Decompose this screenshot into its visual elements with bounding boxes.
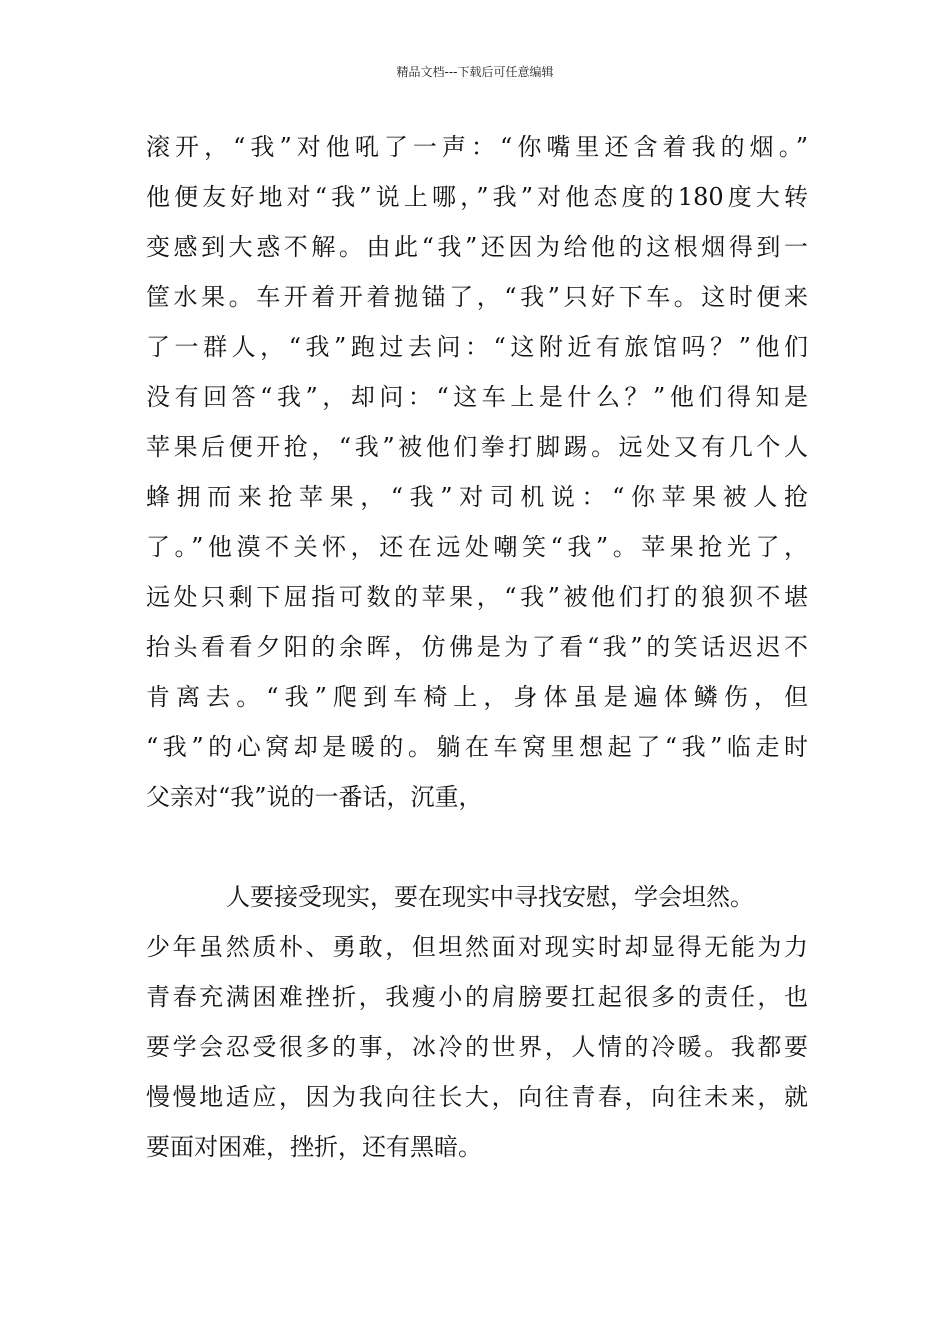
text-line: 了。”他漠不关怀，还在远处嘲笑“我”。苹果抢光了， bbox=[146, 533, 808, 561]
text-line: 筐水果。车开着开着抛锚了，“我”只好下车。这时便来 bbox=[146, 283, 808, 311]
text-line: 苹果后便开抢，“我”被他们拳打脚踢。远处又有几个人 bbox=[146, 433, 808, 461]
text-line: 变感到大惑不解。由此“我”还因为给他的这根烟得到一 bbox=[146, 233, 808, 261]
text-line: 青春充满困难挫折，我瘦小的肩膀要扛起很多的责任，也 bbox=[146, 983, 808, 1011]
page-header: 精品文档---下载后可任意编辑 bbox=[396, 65, 554, 79]
text-line: 少年虽然质朴、勇敢，但坦然面对现实时却显得无能为力 bbox=[146, 933, 808, 961]
text-line: 他便友好地对“我”说上哪，”我”对他态度的180度大转 bbox=[146, 183, 808, 211]
paragraph-1 bbox=[146, 122, 808, 822]
text-line: 了一群人，“我”跑过去问：“这附近有旅馆吗？”他们 bbox=[146, 333, 808, 361]
text-line: 抬头看看夕阳的余晖，仿佛是为了看“我”的笑话迟迟不 bbox=[146, 633, 808, 661]
text-line: 没有回答“我”，却问：“这车上是什么？”他们得知是 bbox=[146, 383, 808, 411]
text-line: 父亲对“我”说的一番话，沉重， bbox=[146, 783, 483, 811]
text-line: 慢慢地适应，因为我向往长大，向往青春，向往未来，就 bbox=[146, 1083, 808, 1111]
text-line: 蜂拥而来抢苹果，“我”对司机说：“你苹果被人抢 bbox=[146, 483, 808, 511]
text-line: 滚开，“我”对他吼了一声：“你嘴里还含着我的烟。” bbox=[146, 133, 808, 161]
text-line: 要学会忍受很多的事，冰冷的世界，人情的冷暖。我都要 bbox=[146, 1033, 808, 1061]
text-line: “我”的心窝却是暖的。躺在车窝里想起了“我”临走时 bbox=[146, 733, 808, 761]
text-line: 肯离去。“我”爬到车椅上，身体虽是遍体鳞伤，但 bbox=[146, 683, 808, 711]
text-line: 要面对困难，挫折，还有黑暗。 bbox=[146, 1133, 482, 1161]
text-line: 人要接受现实，要在现实中寻找安慰，学会坦然。 bbox=[226, 883, 754, 911]
paragraph-2 bbox=[146, 872, 808, 1172]
text-line: 远处只剩下屈指可数的苹果，“我”被他们打的狼狈不堪 bbox=[146, 583, 808, 611]
